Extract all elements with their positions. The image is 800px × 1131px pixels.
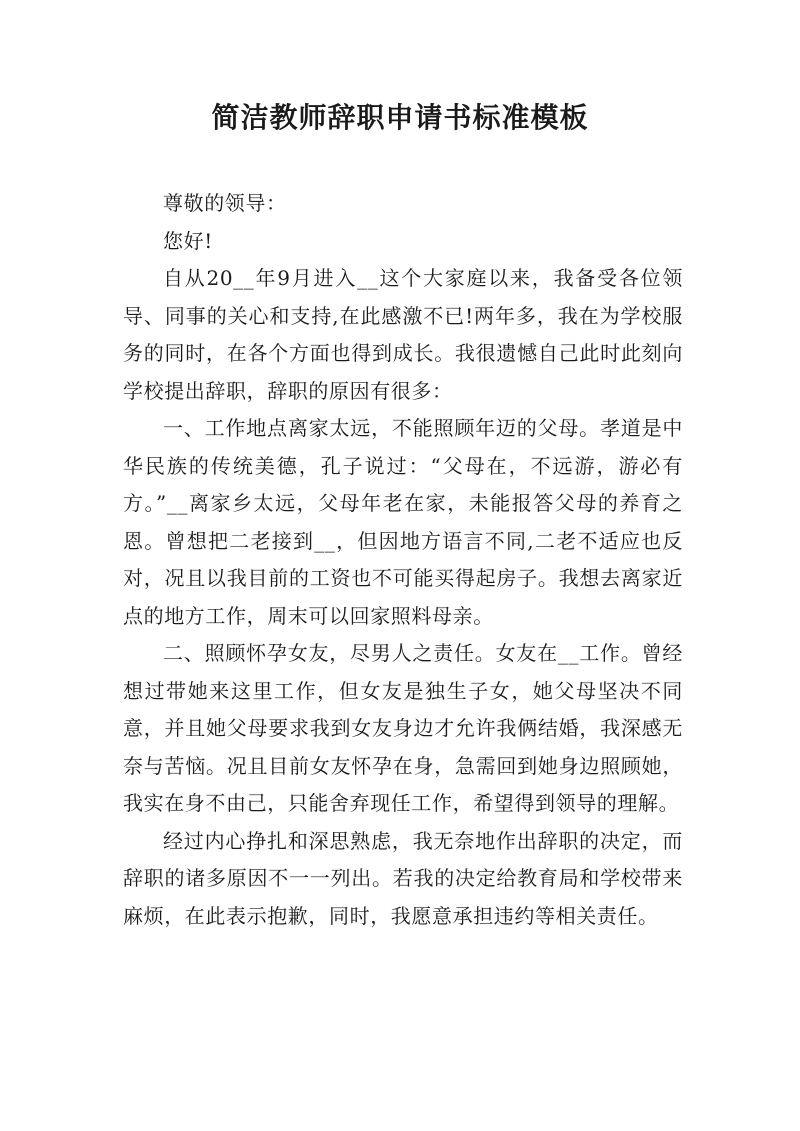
document-body: [123, 185, 683, 935]
salutation: 尊敬的领导：: [163, 191, 287, 215]
paragraph-reason-two: 二、照顾怀孕女友，尽男人之责任。女友在__工作。曾经想过带她来这里工作，但女友是独生子女，她父母坚决不同意，并且她父母要求我到女友身边才允许我俩结婚，我深感无奈与苦恼。况且目前女友怀孕在身，急需回到她身边照顾她，我实在身不由己，只能舍弃现任工作，希望得到领导的理解。: [123, 641, 683, 815]
paragraph-conclusion: 经过内心挣扎和深思熟虑，我无奈地作出辞职的决定，而辞职的诸多原因不一一列出。若我的决定给教育局和学校带来麻烦，在此表示抱歉，同时，我愿意承担违约等相关责任。: [123, 828, 683, 928]
paragraph-intro: 自从20__年9月进入__这个大家庭以来，我备受各位领导、同事的关心和支持,在此感激不已!两年多，我在为学校服务的同时，在各个方面也得到成长。我很遗憾自己此时此刻向学校提出辞职，辞职的原因有很多：: [123, 266, 683, 403]
greeting: 您好!: [163, 228, 213, 253]
document-title: 简洁教师辞职申请书标准模板: [211, 101, 589, 134]
paragraph-reason-one: 一、工作地点离家太远，不能照顾年迈的父母。孝道是中华民族的传统美德，孔子说过：“父母在，不远游，游必有方。”__离家乡太远，父母年老在家，未能报答父母的养育之恩。曾想把二老接到__，但因地方语言不同,二老不适应也反对，况且以我目前的工资也不可能买得起房子。我想去离家近点的地方工作，周末可以回家照料母亲。: [123, 416, 683, 628]
